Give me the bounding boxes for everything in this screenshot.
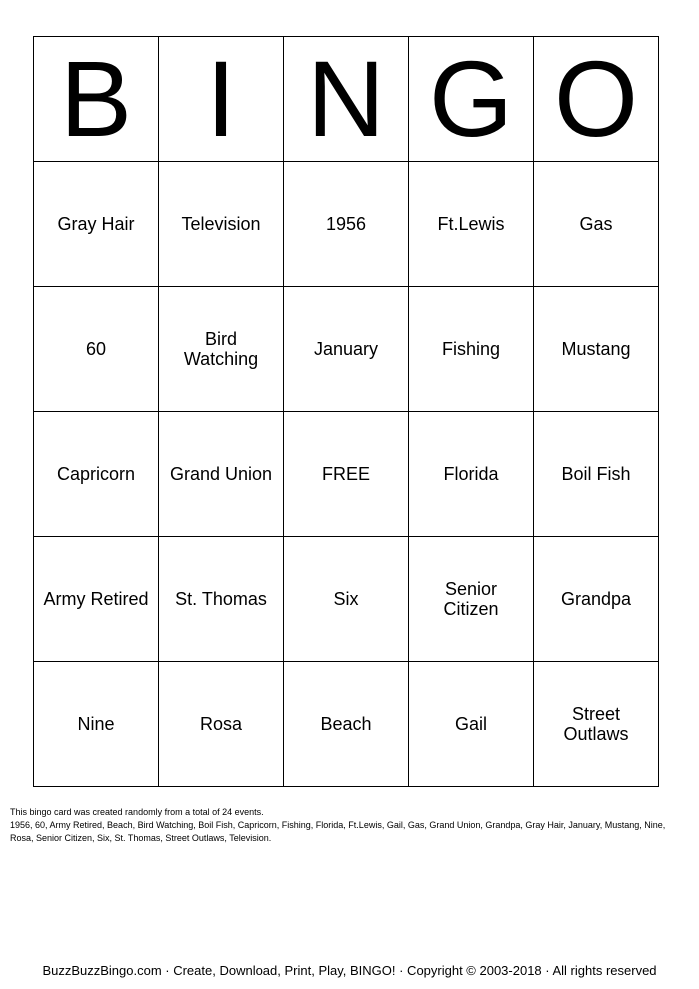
cell-text: Television (181, 214, 261, 234)
bingo-cell (284, 162, 409, 287)
card-info-event-list: 1956, 60, Army Retired, Beach, Bird Watching, Boil Fish, Capricorn, Fishing, Florida, Ft.Lewis, Gail, Gas, Grand Union, Grandpa, Gray Hair, January, Mustang, Nine, Rosa, Senior Citizen, Six, St. Thomas, Street Outlaws, Television. (10, 820, 666, 843)
page-footer: BuzzBuzzBingo.com · Create, Download, Print, Play, BINGO! · Copyright © 2003-2018 · All rights reserved (42, 963, 657, 978)
bingo-cell (409, 287, 534, 412)
cell-text: Gas (579, 214, 613, 234)
header-letter-b: B (34, 37, 159, 162)
bingo-cell (284, 287, 409, 412)
cell-text: Florida (443, 464, 499, 484)
cell-text: St. Thomas (175, 589, 267, 609)
bingo-cell (159, 287, 284, 412)
bingo-cell (534, 287, 659, 412)
bingo-cell (534, 537, 659, 662)
bingo-cell (284, 537, 409, 662)
card-info (10, 806, 690, 845)
cell-text: Rosa (199, 714, 243, 734)
cell-text: Fishing (441, 339, 501, 359)
cell-text: Bird Watching (183, 329, 259, 369)
bingo-cell (159, 662, 284, 787)
card-row (34, 287, 659, 412)
bingo-cell (409, 537, 534, 662)
bingo-cell (159, 537, 284, 662)
bingo-cell (534, 662, 659, 787)
cell-text: January (313, 339, 379, 359)
cell-text: 1956 (325, 214, 367, 234)
bingo-card (33, 36, 659, 787)
bingo-cell (34, 412, 159, 537)
bingo-cell (34, 662, 159, 787)
bingo-cell (534, 162, 659, 287)
cell-text: Street Outlaws (563, 704, 629, 744)
cell-text: Gail (454, 714, 487, 734)
bingo-cell (409, 662, 534, 787)
bingo-cell (34, 162, 159, 287)
bingo-cell (159, 412, 284, 537)
cell-text: 60 (85, 339, 107, 359)
header-letter-i: I (159, 37, 284, 162)
card-row (34, 537, 659, 662)
bingo-cell (534, 412, 659, 537)
header-letter-o: O (534, 37, 659, 162)
card-row (34, 412, 659, 537)
cell-text: Six (333, 589, 359, 609)
header-letter-n: N (284, 37, 409, 162)
bingo-cell (409, 162, 534, 287)
free-space (284, 412, 409, 537)
cell-text: Beach (320, 714, 372, 734)
header-row (34, 37, 659, 162)
cell-text: FREE (321, 464, 370, 484)
bingo-cell (159, 162, 284, 287)
cell-text: Nine (77, 714, 115, 734)
cell-text: Boil Fish (561, 464, 631, 484)
cell-text: Army Retired (43, 589, 149, 609)
card-row (34, 162, 659, 287)
bingo-cell (409, 412, 534, 537)
cell-text: Mustang (561, 339, 631, 359)
cell-text: Gray Hair (57, 214, 135, 234)
cell-text: Capricorn (56, 464, 136, 484)
cell-text: Ft.Lewis (437, 214, 505, 234)
bingo-cell (34, 287, 159, 412)
bingo-cell (34, 537, 159, 662)
cell-text: Grand Union (169, 464, 273, 484)
header-letter-g: G (409, 37, 534, 162)
bingo-cell (284, 662, 409, 787)
card-row (34, 662, 659, 787)
cell-text: Senior Citizen (443, 579, 499, 619)
cell-text: Grandpa (560, 589, 632, 609)
card-info-summary: This bingo card was created randomly from a total of 24 events. (10, 807, 264, 817)
